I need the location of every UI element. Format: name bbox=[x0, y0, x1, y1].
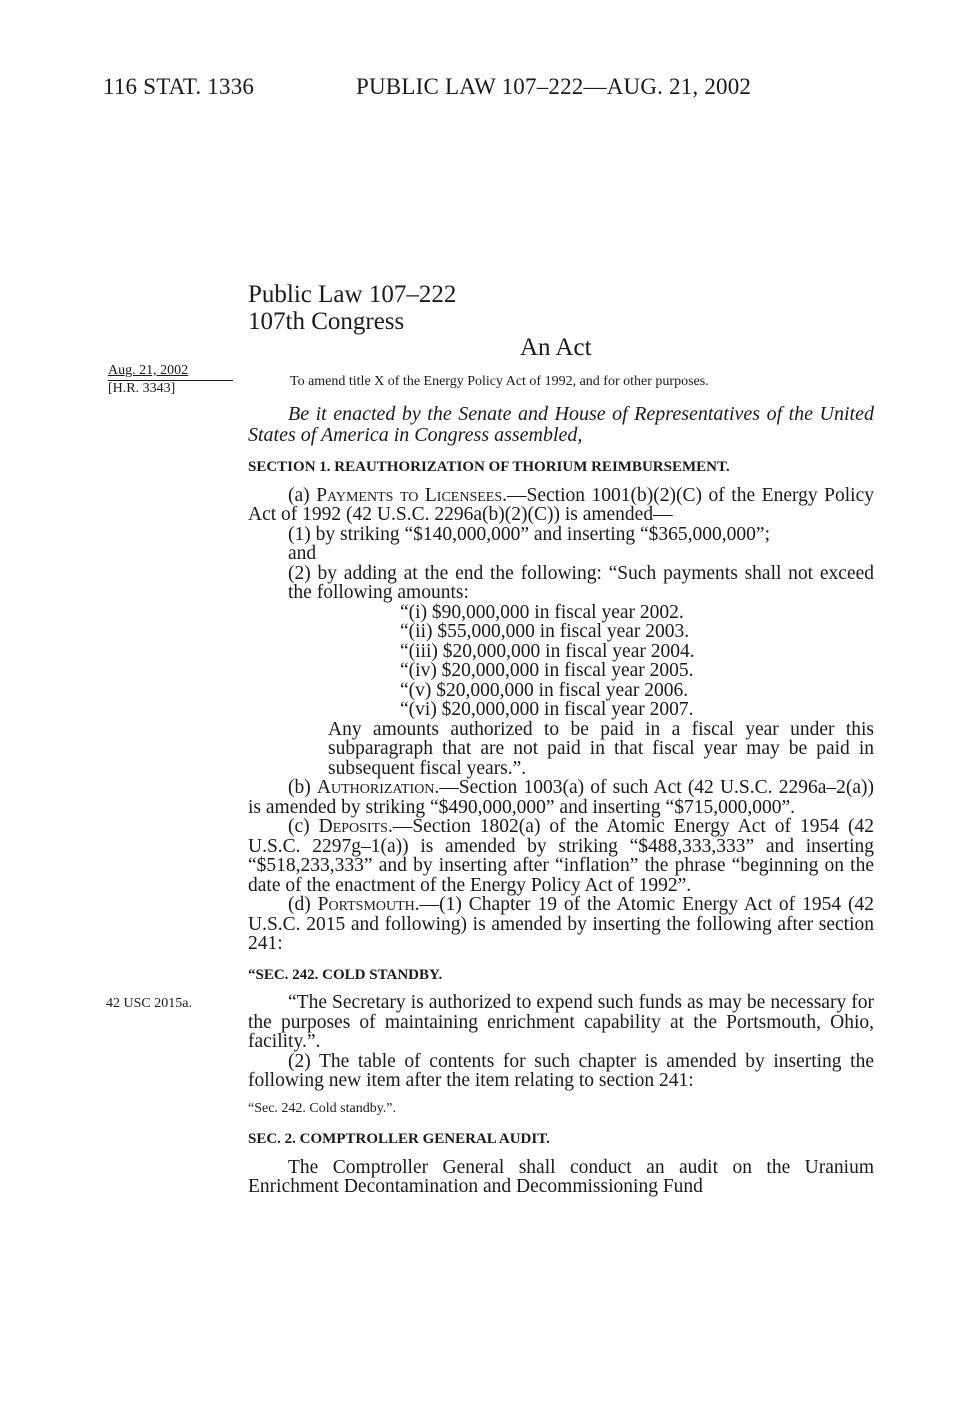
subsection-d-caption: Portsmouth bbox=[317, 894, 415, 915]
clause-item: “(ii) $55,000,000 in fiscal year 2003. bbox=[400, 621, 690, 642]
subsection-c-caption: Deposits bbox=[318, 816, 388, 837]
subsection-a-text: .—Section 1001(b)(2)(C) of the Energy Policy Act of 1992 (42 U.S.C. 2296a(b)(2)(C)) is amended— bbox=[248, 484, 874, 525]
paragraph-d2: (2) The table of contents for such chapter is amended by inserting the following new item after the item relating to section 241: bbox=[248, 1050, 874, 1091]
flush-language: Any amounts authorized to be paid in a fiscal year under this subparagraph that are not paid in that fiscal year may be paid in subsequent fiscal years.”. bbox=[328, 718, 874, 779]
enactment-date: Aug. 21, 2002 bbox=[108, 363, 189, 378]
enacting-clause: Be it enacted by the Senate and House of Representatives of the United States of America in Congress assembled, bbox=[248, 403, 874, 446]
subsection-b-caption: Authorization bbox=[316, 777, 435, 798]
clause-item: “(v) $20,000,000 in fiscal year 2006. bbox=[400, 679, 689, 701]
clause-item: “(i) $90,000,000 in fiscal year 2002. bbox=[400, 601, 684, 623]
act-heading: An Act bbox=[520, 334, 592, 361]
toc-item: “Sec. 242. Cold standby.”. bbox=[248, 1100, 397, 1116]
running-title: PUBLIC LAW 107–222—AUG. 21, 2002 bbox=[356, 74, 752, 99]
subsection-d bbox=[248, 895, 874, 954]
subsection-b-label: (b) bbox=[288, 777, 317, 798]
act-purpose: To amend title X of the Energy Policy Act of 1992, and for other purposes. bbox=[290, 374, 709, 389]
subsection-c-label: (c) bbox=[288, 816, 319, 837]
section-2-text: The Comptroller General shall conduct an audit on the Uranium Enrichment Decontamination and Decommissioning Fund bbox=[248, 1156, 874, 1197]
section-1-heading: SECTION 1. REAUTHORIZATION OF THORIUM REIMBURSEMENT. bbox=[248, 459, 730, 475]
law-body bbox=[248, 404, 874, 1197]
margin-note-usc: 42 USC 2015a. bbox=[106, 996, 192, 1011]
congress-number: 107th Congress bbox=[248, 308, 405, 335]
subsection-d-label: (d) bbox=[288, 894, 318, 915]
page-reference: 116 STAT. 1336 bbox=[103, 74, 255, 99]
bill-number: [H.R. 3343] bbox=[108, 381, 176, 396]
paragraph-a1: (1) by striking “$140,000,000” and inserting “$365,000,000”; bbox=[288, 523, 771, 545]
subsection-c-text: .—Section 1802(a) of the Atomic Energy Act of 1954 (42 U.S.C. 2297g–1(a)) is amended by striking “$488,333,333” and inserting “$518,233,333” and by inserting after “inflation” the phrase “beginning on the date of the enactment of the Energy Policy Act of 1992”. bbox=[248, 816, 874, 896]
clause-item: “(vi) $20,000,000 in fiscal year 2007. bbox=[400, 699, 694, 720]
paragraph-a1-continuation: and bbox=[288, 543, 317, 564]
subsection-a-label: (a) bbox=[288, 484, 317, 506]
margin-note-date bbox=[108, 363, 233, 397]
clause-item: “(iii) $20,000,000 in fiscal year 2004. bbox=[400, 640, 695, 662]
section-242-text: “The Secretary is authorized to expend such funds as may be necessary for the purposes of maintaining enrichment capability at the Portsmouth, Ohio, facility.”. bbox=[248, 992, 874, 1052]
law-number: Public Law 107–222 bbox=[248, 281, 457, 308]
subsection-c bbox=[248, 817, 874, 895]
law-title-block bbox=[248, 281, 456, 335]
subsection-a bbox=[248, 486, 874, 525]
paragraph-a2: (2) by adding at the end the following: “Such payments shall not exceed the following amounts: bbox=[288, 562, 874, 603]
section-242-heading: “SEC. 242. COLD STANDBY. bbox=[248, 966, 443, 983]
subsection-a-caption: Payments to Licensees bbox=[316, 484, 503, 506]
subsection-b-text: .—Section 1003(a) of such Act (42 U.S.C. 2296a–2(a)) is amended by striking “$490,000,000” and inserting “$715,000,000”. bbox=[248, 777, 874, 818]
section-2-heading: SEC. 2. COMPTROLLER GENERAL AUDIT. bbox=[248, 1131, 550, 1147]
clause-item: “(iv) $20,000,000 in fiscal year 2005. bbox=[400, 660, 694, 681]
subsection-d-text: .—(1) Chapter 19 of the Atomic Energy Act of 1954 (42 U.S.C. 2015 and following) is amended by inserting the following after section 241: bbox=[248, 894, 874, 954]
subsection-b bbox=[248, 778, 874, 817]
